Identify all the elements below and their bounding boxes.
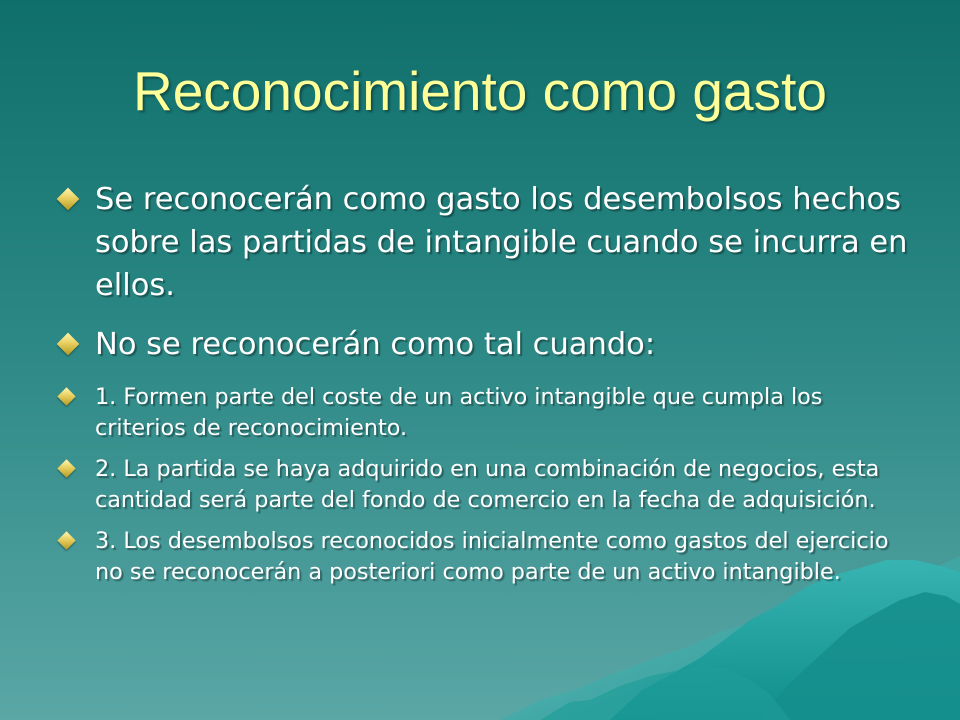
diamond-bullet-icon: [57, 333, 80, 356]
bullet-item: [58, 454, 918, 516]
diamond-bullet-icon: [57, 459, 75, 477]
bullet-text: Se reconocerán como gasto los desembolsos hechos sobre las partidas de intangible cuando se incurra en ellos.: [95, 182, 908, 303]
diamond-bullet-icon: [57, 531, 75, 549]
bullet-text: 3. Los desembolsos reconocidos inicialmente como gastos del ejercicio no se reconocerán a posteriori como parte de un activo intangible.: [95, 528, 889, 585]
bullet-item: [58, 526, 918, 588]
slide-title: Reconocimiento como gasto: [133, 60, 827, 122]
bullet-text: No se reconocerán como tal cuando:: [95, 327, 656, 362]
bullet-item: [58, 323, 918, 366]
diamond-bullet-icon: [57, 387, 75, 405]
bullet-list: [58, 178, 918, 598]
bullet-text: 1. Formen parte del coste de un activo intangible que cumpla los criterios de reconocimiento.: [95, 384, 823, 441]
diamond-bullet-icon: [57, 188, 80, 211]
bullet-item: [58, 382, 918, 444]
bullet-item: [58, 178, 918, 307]
bullet-text: 2. La partida se haya adquirido en una combinación de negocios, esta cantidad será parte del fondo de comercio en la fecha de adquisición.: [95, 456, 880, 513]
